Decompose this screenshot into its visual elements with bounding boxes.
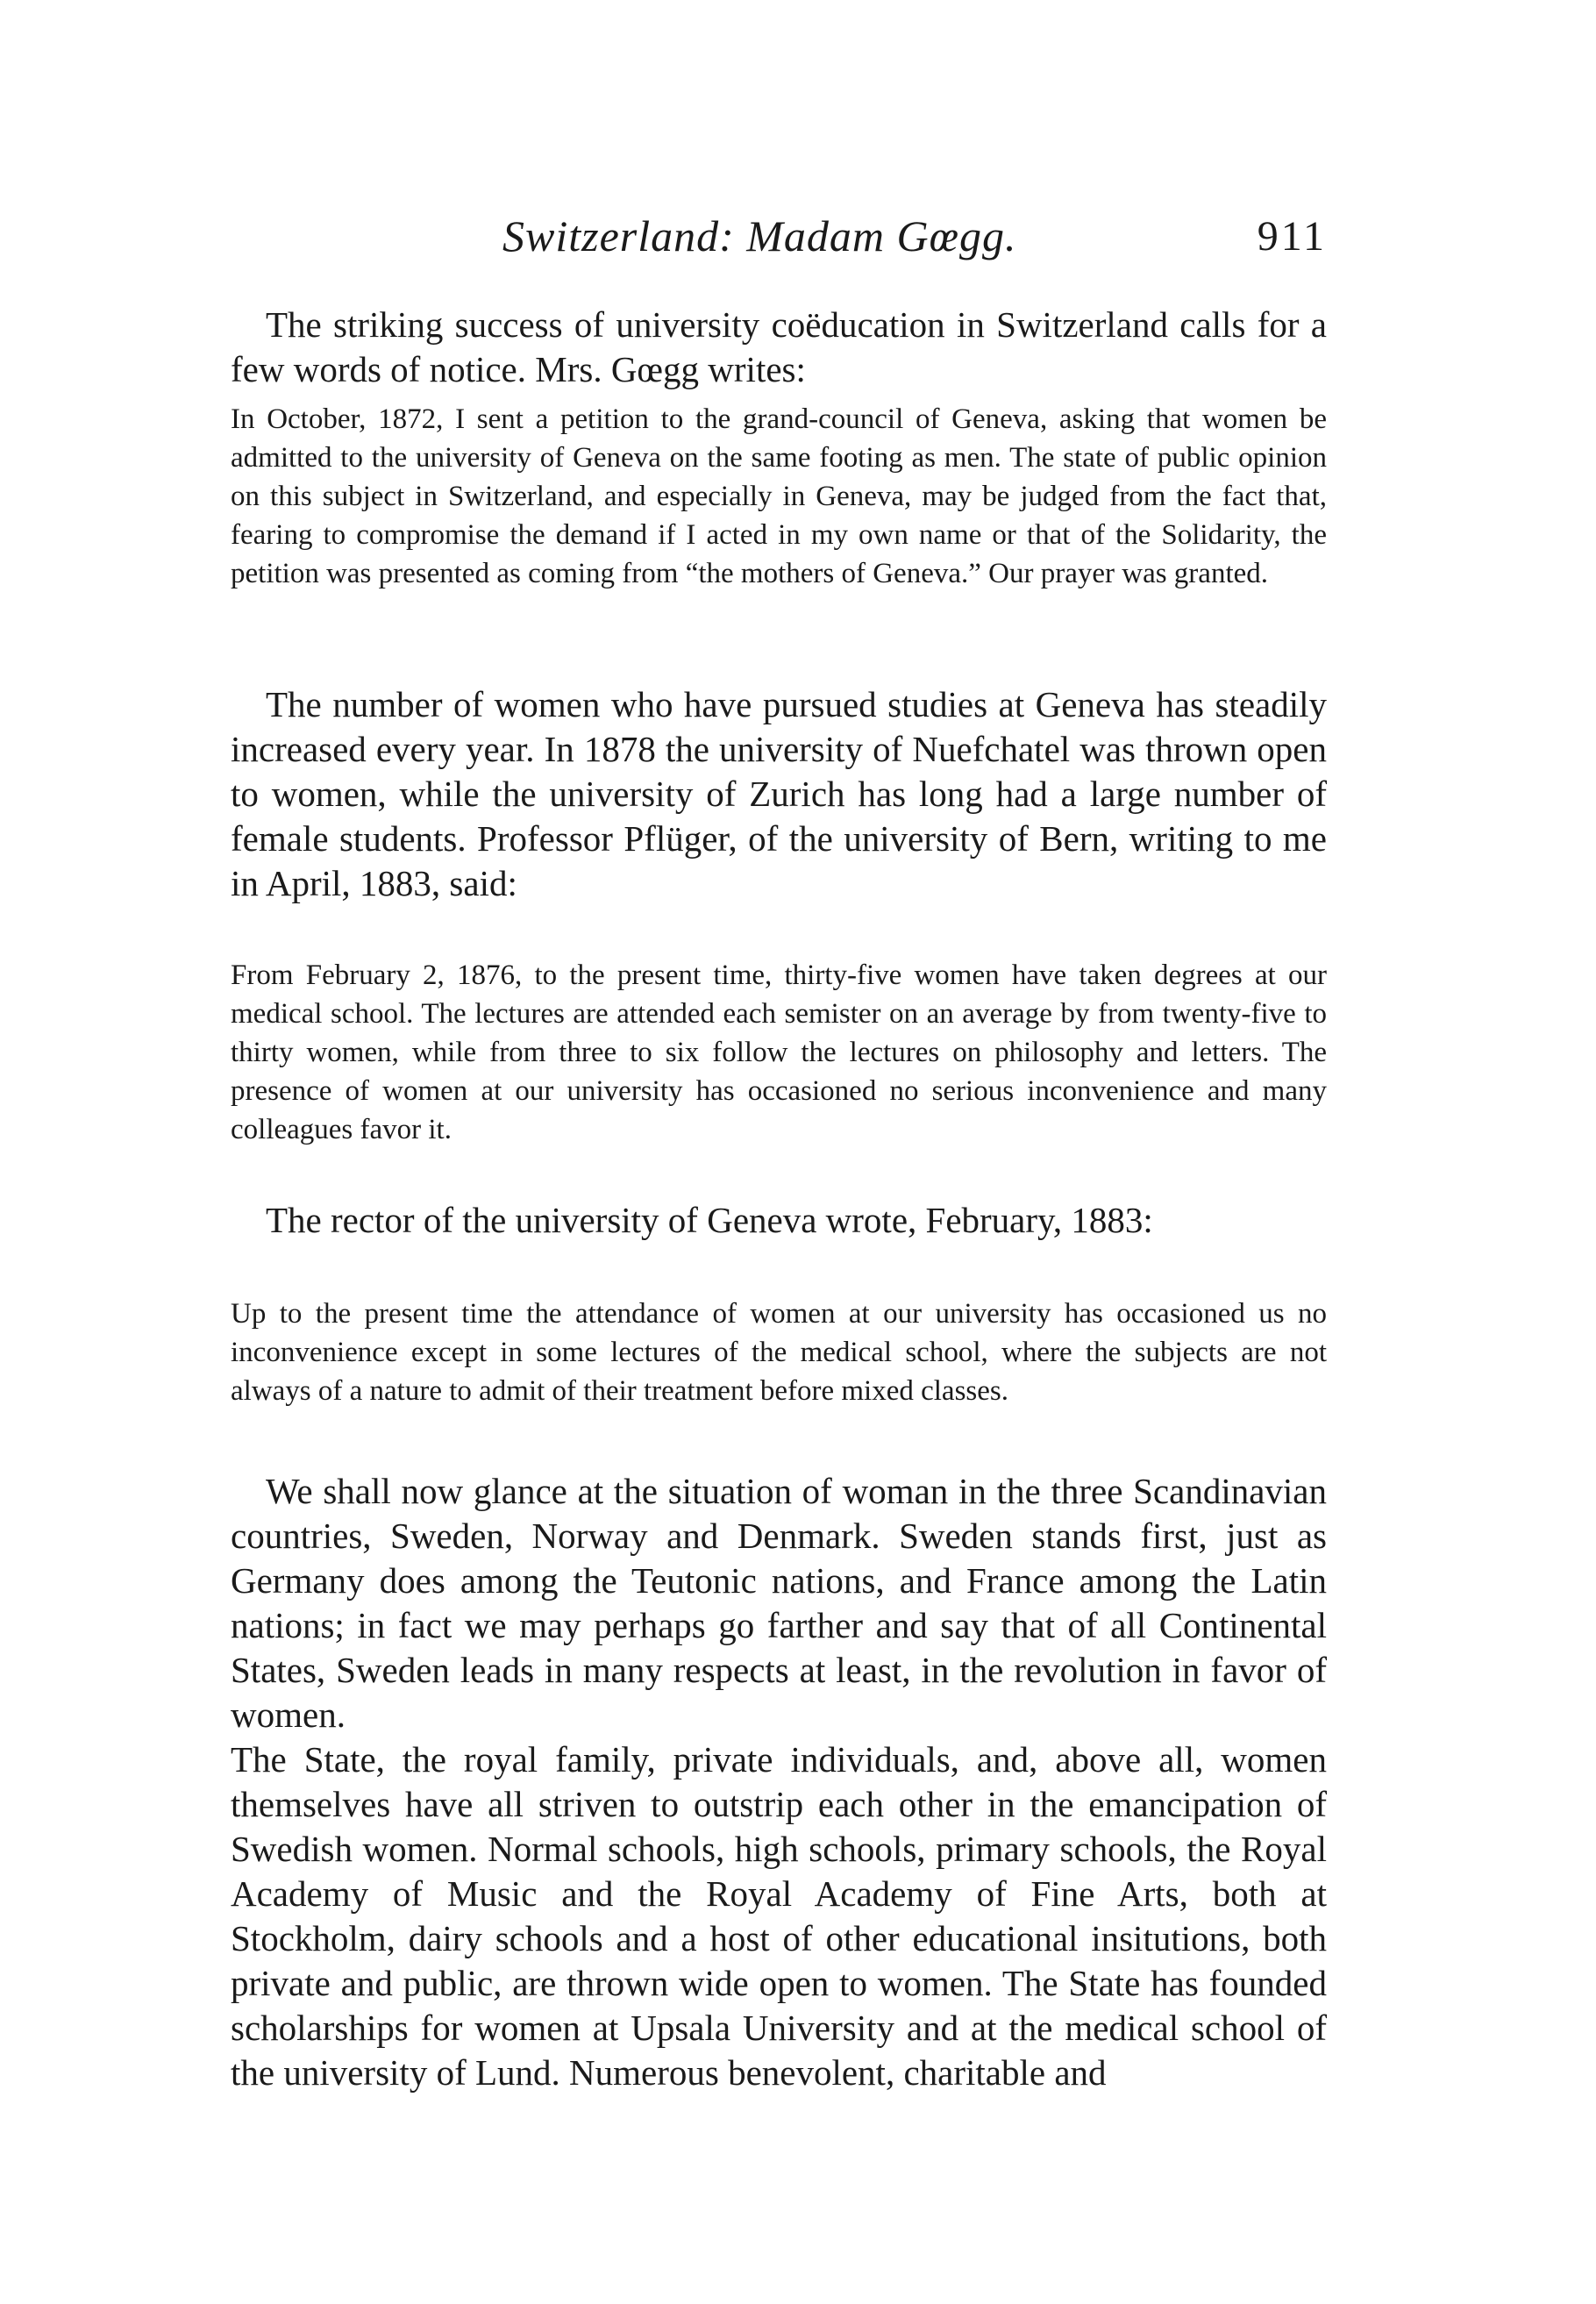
paragraph-geneva-studies: The number of women who have pursued studies at Geneva has steadily increased every year. In 1878 the university of Nuefchatel was thrown open to women, while the university of Zurich has long had a large number of female students. Professor Pflüger, of the university of Bern, writing to me in April, 1883, said: bbox=[231, 684, 1327, 903]
running-head bbox=[231, 210, 1327, 281]
paragraph-scandinavia: We shall now glance at the situation of woman in the three Scandinavian countries, Sweden, Norway and Denmark. Sweden stands first, just as Germany does among the Teutonic nations, and France among the Latin nations; in fact we may perhaps go farther and say that of all Continental States, Sweden leads in many respects at least, in the revolution in favor of women. bbox=[231, 1471, 1327, 1735]
quote-goegg-petition: In October, 1872, I sent a petition to the grand-council of Geneva, asking that women be admitted to the university of Geneva on the same footing as men. The state of public opinion on this subject in Switzerland, and especially in Geneva, may be judged from the fact that, fearing to compromise the demand if I acted in my own name or that of the Solidarity, the petition was presented as coming from “the mothers of Geneva.” Our prayer was granted. bbox=[231, 403, 1327, 589]
paragraph-rector: The rector of the university of Geneva wrote, February, 1883: bbox=[266, 1200, 1153, 1240]
quote-rector: Up to the present time the attendance of women at our university has occasioned us no inconvenience except in some lectures of the medical school, where the subjects are not always of a nature to admit of their treatment before mixed classes. bbox=[231, 1298, 1327, 1407]
quote-pfluger: From February 2, 1876, to the present time, thirty-five women have taken degrees at our medical school. The lectures are attended each semister on an average by from twenty-five to thirty women, while from three to six follow the lectures on philosophy and letters. The presence of women at our university has occasioned no serious inconvenience and many colleagues favor it. bbox=[231, 959, 1327, 1145]
paragraph-coeducation: The striking success of university coëducation in Switzerland calls for a few words of notice. Mrs. Gœgg writes: bbox=[231, 304, 1327, 389]
paragraph-sweden-emancipation: The State, the royal family, private individuals, and, above all, women themselves have all striven to outstrip each other in the emancipation of Swedish women. Normal schools, high schools, primary schools, the Royal Academy of Music and the Royal Academy of Fine Arts, both at Stockholm, dairy schools and a host of other educational insitutions, both private and public, are thrown wide open to women. The State has founded scholarships for women at Upsala University and at the medical school of the university of Lund. Numerous benevolent, charitable and bbox=[231, 1739, 1327, 2093]
running-title: Switzerland: Madam Gœgg. bbox=[502, 211, 1017, 260]
page-number: 911 bbox=[1257, 213, 1327, 260]
